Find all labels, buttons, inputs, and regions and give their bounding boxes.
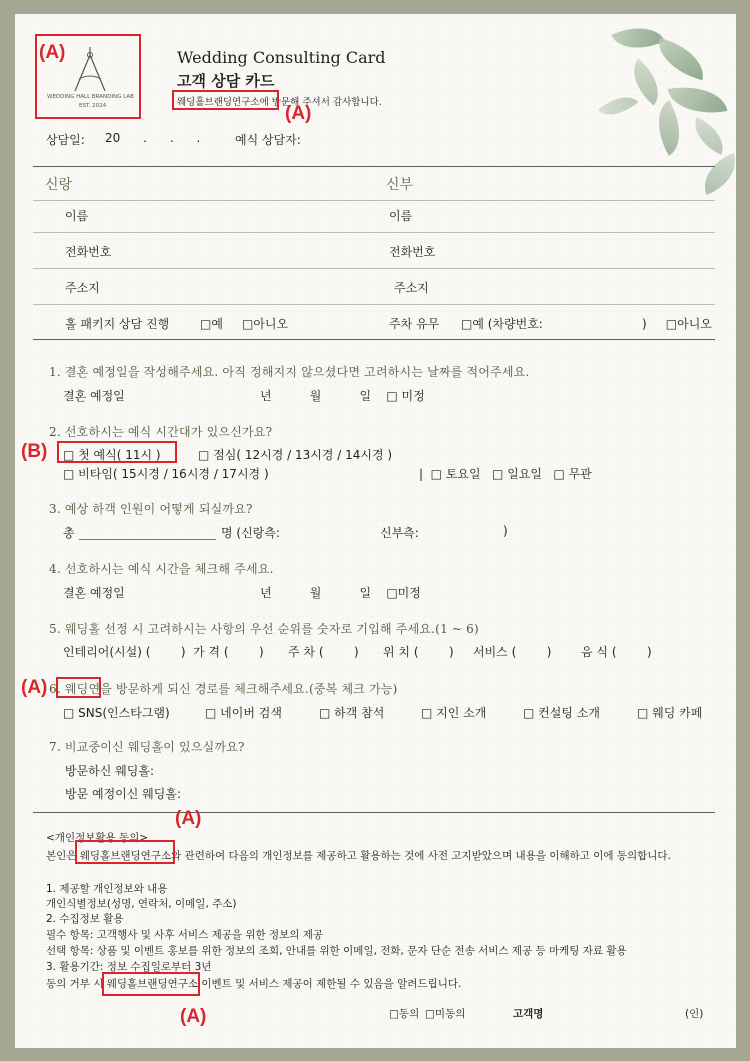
q3-bride-side: 신부측: — [380, 526, 419, 540]
disagree-checkbox[interactable]: □미동의 — [425, 1008, 466, 1020]
agree-checkbox[interactable]: □동의 — [389, 1008, 420, 1020]
q5-item[interactable]: 서비스 ( ) — [473, 645, 552, 659]
privacy-line: 1. 제공할 개인정보와 내용 — [46, 883, 168, 895]
customer-name-label: 고객명 — [513, 1008, 544, 1020]
q1-label: 결혼 예정일 — [63, 389, 125, 403]
annotation-box-brand-header — [172, 90, 279, 110]
annotation-box-refusal-brand — [102, 972, 200, 996]
q6-option[interactable]: □ 네이버 검색 — [205, 706, 282, 720]
groom-phone-field[interactable]: 전화번호 — [65, 245, 112, 259]
annotation-box-first-ceremony — [57, 441, 177, 463]
groom-name-field[interactable]: 이름 — [65, 209, 89, 223]
annotation-label-a: (A) — [21, 677, 48, 698]
q4-label: 결혼 예정일 — [63, 586, 125, 600]
annotation-box-privacy-brand — [75, 840, 175, 864]
q6-option[interactable]: □ 웨딩 카페 — [637, 706, 703, 720]
package-label: 홀 패키지 상담 진행 — [65, 317, 170, 331]
annotation-label-b: (B) — [21, 441, 48, 462]
annotation-label-a: (A) — [39, 42, 66, 63]
annotation-box-q6 — [56, 677, 101, 698]
q5-item[interactable]: 인테리어(시설) ( ) — [63, 645, 186, 659]
bride-phone-field[interactable]: 전화번호 — [389, 245, 436, 259]
q7-visited[interactable]: 방문하신 웨딩홀: — [65, 764, 155, 778]
consulting-card — [15, 14, 736, 1048]
q3-title: 3. 예상 하객 인원이 어떻게 되실까요? — [49, 502, 253, 516]
groom-title: 신랑 — [45, 177, 73, 193]
q6-option[interactable]: □ 컨설팅 소개 — [523, 706, 600, 720]
q5-item[interactable]: 주 차 ( ) — [288, 645, 359, 659]
title-korean: 고객 상담 카드 — [177, 72, 275, 90]
q4-title: 4. 선호하시는 예식 시간을 체크해 주세요. — [49, 562, 274, 576]
title-english: Wedding Consulting Card — [177, 48, 386, 67]
privacy-line: 개인식별정보(성명, 연락처, 이메일, 주소) — [46, 898, 237, 910]
privacy-line: 선택 항목: 상품 및 이벤트 홍보를 위한 정보의 조회, 안내를 위한 이메일, 전화, 문자 단순 전송 서비스 제공 등 마케팅 자료 활용 — [46, 945, 627, 957]
logo-est: EST. 2024 — [79, 103, 107, 109]
q5-item[interactable]: 음 식 ( ) — [581, 645, 652, 659]
bride-address-field[interactable]: 주소지 — [394, 281, 429, 295]
q6-option[interactable]: □ 하객 참석 — [319, 706, 385, 720]
parking-label: 주차 유무 — [389, 317, 440, 331]
brand-name: 웨딩홀브랜딩연구소 — [106, 978, 199, 990]
q6-option[interactable]: □ SNS(인스타그램) — [63, 706, 170, 720]
privacy-refusal: 동의 거부 시 웨딩홀브랜딩연구소 이벤트 및 서비스 제공이 제한될 수 있음을 알려드립니다. — [46, 978, 462, 990]
q2-lunch[interactable]: □ 점심( 12시경 / 13시경 / 14시경 ) — [198, 448, 393, 462]
q3-unit: 명 (신랑측: — [221, 526, 280, 540]
bride-title: 신부 — [386, 177, 414, 193]
privacy-line: 3. 활용기간: 정보 수집일로부터 3년 — [46, 961, 212, 973]
package-options[interactable]: □예 □아니오 — [200, 317, 289, 331]
privacy-intro: 본인은 웨딩홀브랜딩연구소와 관련하여 다음의 개인정보를 제공하고 활용하는 것에 사전 고지받았으며 내용을 이해하고 이에 동의합니다. — [46, 850, 671, 862]
thanks-line: 웨딩홀브랜딩연구소에 방문해 주셔서 감사합니다. — [177, 97, 382, 108]
q1-title: 1. 결혼 예정일을 작성해주세요. 아직 정해지지 않으셨다면 고려하시는 날짜를 적어주세요. — [49, 365, 530, 379]
brand-name: 웨딩홀브랜딩연구소에 — [177, 97, 269, 108]
divider-top — [33, 166, 715, 167]
logo-text: WEDDING HALL BRANDING LAB — [47, 94, 134, 100]
annotation-label-a: (A) — [285, 103, 312, 124]
consultant-label: 예식 상담자: — [235, 133, 301, 147]
seal-mark: (인) — [685, 1008, 704, 1020]
q2-other-time[interactable]: □ 비타임( 15시경 / 16시경 / 17시경 ) — [63, 467, 269, 481]
q2-days[interactable]: | □ 토요일 □ 일요일 □ 무관 — [419, 467, 592, 481]
brand-name: 웨딩홀브랜딩연구소 — [79, 850, 172, 862]
date-label: 상담일: — [46, 133, 85, 147]
groom-address-field[interactable]: 주소지 — [65, 281, 100, 295]
date-value[interactable]: 20 . . . — [105, 131, 201, 145]
parking-options[interactable]: □예 (차량번호: ) □아니오 — [461, 317, 712, 331]
privacy-line: 필수 항목: 고객행사 및 사후 서비스 제공을 위한 정보의 제공 — [46, 929, 324, 941]
q3-close: ) — [503, 524, 508, 538]
q5-title: 5. 웨딩홀 선정 시 고려하시는 사항의 우선 순위를 숫자로 기입해 주세요.(1 ~ 6) — [49, 622, 479, 636]
q2-first-ceremony[interactable]: □ 첫 예식( 11시 ) — [63, 448, 161, 462]
q6-option[interactable]: □ 지인 소개 — [421, 706, 487, 720]
q2-title: 2. 선호하시는 예식 시간대가 있으신가요? — [49, 425, 273, 439]
q5-item[interactable]: 가 격 ( ) — [193, 645, 264, 659]
q7-planned[interactable]: 방문 예정이신 웨딩홀: — [65, 787, 182, 801]
q4-fields[interactable]: 년 월 일 □미정 — [260, 586, 421, 600]
q5-item[interactable]: 위 치 ( ) — [383, 645, 454, 659]
q7-title: 7. 비교중이신 웨딩홀이 있으실까요? — [49, 740, 245, 754]
bride-name-field[interactable]: 이름 — [389, 209, 413, 223]
privacy-heading: <개인정보활용 동의> — [46, 832, 149, 844]
q6-title: 6. 웨딩연을 방문하게 되신 경로를 체크해주세요.(중복 체크 가능) — [49, 682, 398, 696]
q1-fields[interactable]: 년 월 일 □ 미정 — [260, 389, 425, 403]
divider-privacy — [33, 812, 715, 813]
privacy-line: 2. 수집정보 활용 — [46, 913, 124, 925]
annotation-label-a: (A) — [175, 808, 202, 829]
q3-total-line[interactable] — [79, 539, 216, 540]
q3-total-label: 총 — [63, 526, 75, 540]
annotation-label-a: (A) — [180, 1006, 207, 1027]
